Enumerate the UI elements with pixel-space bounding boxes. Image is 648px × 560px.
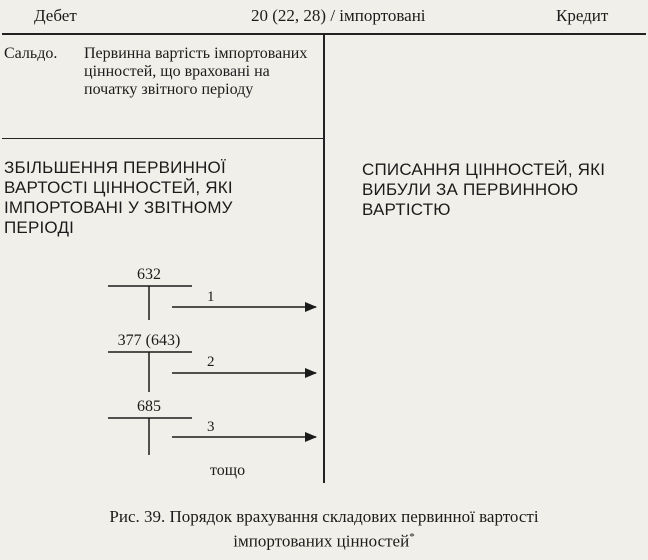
figure-caption (44, 506, 604, 552)
caption-footnote-mark: * (409, 531, 415, 543)
caption-line-2 (44, 527, 604, 552)
saldo-text: Первинна вартість імпортованих цінностей, що враховані на початку звітного періоду (84, 45, 308, 98)
step-2-number: 2 (207, 354, 215, 370)
caption-line-2-text: імпортованих цінностей (233, 531, 410, 551)
credit-side-heading: СПИСАННЯ ЦІННОСТЕЙ, ЯКІ ВИБУЛИ ЗА ПЕРВИННОЮ ВАРТІСТЮ (362, 160, 606, 219)
step-2-account: 377 (643) (117, 332, 181, 349)
saldo-label: Сальдо. (4, 45, 58, 62)
caption-line-1: Рис. 39. Порядок врахування складових первинної вартості (109, 507, 539, 526)
etc-label: тощо (210, 462, 246, 479)
debit-label: Дебет (34, 6, 77, 25)
step-1-account: 632 (137, 266, 161, 283)
step-3-account: 685 (137, 398, 161, 415)
account-title: 20 (22, 28) / імпортовані (251, 6, 426, 25)
credit-label: Кредит (556, 6, 609, 25)
step-3-number: 3 (207, 419, 215, 435)
debit-side-heading: ЗБІЛЬШЕННЯ ПЕРВИННОЇ ВАРТОСТІ ЦІННОСТЕЙ, ЯКІ ІМПОРТОВАНІ У ЗВІТНОМУ ПЕРІОДІ (4, 158, 233, 237)
step-1-number: 1 (207, 289, 215, 305)
